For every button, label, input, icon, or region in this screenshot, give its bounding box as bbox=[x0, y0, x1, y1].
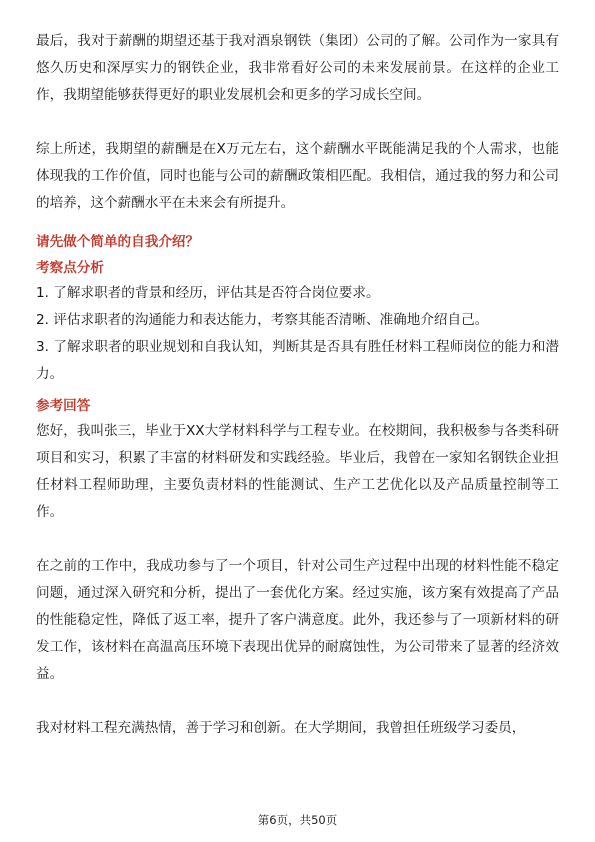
answer-heading: 参考回答 bbox=[36, 398, 91, 414]
spacer bbox=[36, 109, 559, 136]
analysis-item: 1. 了解求职者的背景和经历，评估其是否符合岗位要求。 bbox=[36, 285, 380, 301]
spacer bbox=[36, 217, 559, 229]
spacer bbox=[36, 688, 559, 715]
answer-paragraph: 我对材料工程充满热情，善于学习和创新。在大学期间，我曾担任班级学习委员， bbox=[36, 720, 526, 736]
answer-paragraph: 您好，我叫张三，毕业于XX大学材料科学与工程专业。在校期间，我积极参与各类科研项目和实习，积累了丰富的材料研发和实践经验。毕业后，我曾在一家知名钢铁企业担任材料工程师助理，主要负责材料的性能测试、生产工艺优化以及产品质量控制等工作。 bbox=[36, 423, 559, 520]
spacer bbox=[36, 526, 559, 553]
analysis-item: 2. 评估求职者的沟通能力和表达能力，考察其能否清晰、准确地介绍自己。 bbox=[36, 312, 489, 328]
paragraph-summary: 综上所述，我期望的薪酬是在X万元左右，这个薪酬水平既能满足我的个人需求，也能体现我的工作价值，同时也能与公司的薪酬政策相匹配。我相信，通过我的努力和公司的培养，这个薪酬水平在未来会有所提升。 bbox=[36, 141, 559, 211]
analysis-item: 3. 了解求职者的职业规划和自我认知，判断其是否具有胜任材料工程师岗位的能力和潜力。 bbox=[36, 339, 559, 382]
answer-paragraph: 在之前的工作中，我成功参与了一个项目，针对公司生产过程中出现的材料性能不稳定问题，通过深入研究和分析，提出了一套优化方案。经过实施，该方案有效提高了产品的性能稳定性，降低了返工率，提升了客户满意度。此外，我还参与了一项新材料的研发工作，该材料在高温高压环境下表现出优异的耐腐蚀性，为公司带来了显著的经济效益。 bbox=[36, 558, 559, 682]
question-heading: 请先做个简单的自我介绍？ bbox=[36, 234, 200, 250]
page-content bbox=[36, 28, 559, 742]
page-number-footer: 第6页，共50页 bbox=[257, 813, 338, 827]
analysis-heading: 考察点分析 bbox=[36, 260, 104, 276]
paragraph-salary-expectation: 最后，我对于薪酬的期望还基于我对酒泉钢铁（集团）公司的了解。公司作为一家具有悠久历史和深厚实力的钢铁企业，我非常看好公司的未来发展前景。在这样的企业工作，我期望能够获得更好的职业发展机会和更多的学习成长空间。 bbox=[36, 33, 559, 103]
